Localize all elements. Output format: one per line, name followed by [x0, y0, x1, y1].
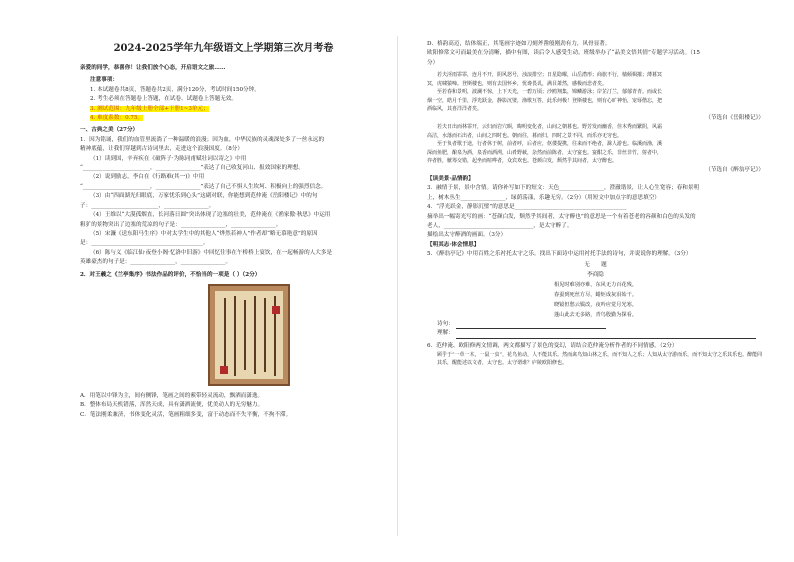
- q6-prompt: 6．范仲淹、欧阳修两文情调，两文都描写了景色的变幻，请结合范仲淹分析作者的不同情感。（2分）: [427, 342, 678, 349]
- q6-text: 顾乎于“一草一木，一鼠一虫”，花鸟鱼动，人不能其乐。然而禽鸟知山林之乐，而不知人之乐；人知从太守游而乐，而不知太守之乐其乐也。醉能同其乐，醒能述以文者，太守也。太守谓谁？庐陵欧阳修也。: [437, 351, 763, 367]
- answer-understanding-row: [427, 329, 764, 338]
- source-1: （节选自《岳阳楼记》）: [705, 114, 764, 121]
- passage-1-line: 烟一空，皓月千里，浮光跃金，静影沉璧，渔歌互答，此乐何极！登斯楼也，则有心旷神怡，宠辱偕忘，把: [427, 97, 663, 104]
- passage-2-line: 若夫日出而林霏开，云归而岩穴暝，晦明变化者，山间之朝暮也。野芳发而幽香，佳木秀而繁阴，风霜: [437, 124, 663, 131]
- poem-line: 晓镜但愁云鬓改，夜吟应觉月光寒。: [553, 301, 637, 308]
- q3-intro: 分）: [427, 59, 439, 66]
- page-title: 2024-2025学年九年级语文上学期第三次月考卷: [113, 43, 334, 54]
- q5-prompt: 5．《醉翁亭记》中用百姓之乐衬托太守之乐。找出下面诗中运用衬托手法的诗句，并说说你的理解。（3分）: [427, 251, 692, 258]
- option-b: B．整体布局天机错落，浑然天成，具有潇洒流便，优美动人的无穷魅力。: [80, 402, 264, 409]
- notice-heading: 注意事项：: [90, 77, 118, 84]
- poem-line: 春蚕到死丝方尽，蜡炬成灰泪始干。: [553, 291, 637, 298]
- q1-line: （1）读到国，辛弃疾在《破阵子·为陈同甫赋壮词以寄之》中用: [90, 155, 247, 162]
- q1-line: 精神底蕴，让我们穿越到古诗词里去，走进这个浪漫国度。（8分）: [80, 146, 243, 153]
- q4-line: 老人，________________________________，是太守醉了。: [427, 223, 573, 230]
- passage-2-line: 至于负者歌于途，行者休于树，前者呼，后者应，伛偻提携，往来而不绝者，滁人游也。临溪而渔，溪: [437, 141, 663, 148]
- note-3: 3. 测试范围：九年级上册全部+下册1~3单元；: [90, 105, 209, 112]
- q4-prompt: 4．“浮光跃金，静影沉璧”的意思是________________________________________: [427, 204, 627, 211]
- passage-1-line: 冥，虎啸猿啼。登斯楼也，则有去国怀乡，忧谗畏讥，满目萧然，感极而悲者矣。: [427, 80, 608, 87]
- passage-1-line: 至若春和景明，波澜不惊，上下天光，一碧万顷；沙鸥翔集，锦鳞游泳；岸芷汀兰，郁郁青青。而或长: [437, 89, 663, 96]
- passage-1-line: 酒临风，其喜洋洋者矣。: [427, 106, 483, 113]
- q3-line: 上，树木丛生________________，绿荫荡漾，乐趣无穷。（2分）（用短文中加点字的意思填空）: [427, 194, 660, 201]
- q1-line: 粗犷的景物突出了边塞的荒凉的句子是：________________，________________。: [80, 221, 282, 228]
- q1-line: 英雄豪杰的句子是：________________，________________。: [80, 259, 232, 266]
- passage-2-line: 弈者胜，觥筹交错，起坐而喧哗者，众宾欢也。苍颜白发，颓然乎其间者，太守醉也。: [427, 158, 618, 165]
- q1-line: （6）陈与义《临江仙·夜登小阁·忆洛中旧游》中回忆往事在午桥桥上宴饮，在一起畅游的人大多是: [90, 249, 333, 256]
- option-c: C．笔法刚柔兼济，书体变化灵活，笔画粗细多变，富于动态而不失平衡，不拘不滞。: [80, 411, 292, 418]
- motto: 亲爱的同学，恭喜你！让我们放个心态，开启语文之旅……: [80, 65, 226, 71]
- q1-line: （4）王维以“大漠孤烟直，长河落日圆”突出体现了边塞的壮美，范仲淹在《渔家傲·秋思》中运用: [90, 212, 331, 219]
- poem-title: 无 题: [584, 261, 607, 268]
- answer-verse-label: 诗句：: [437, 320, 454, 327]
- q1-line: “________________________，________________”表达了自己收复河山、报效国家的理想。: [80, 165, 304, 172]
- task-2-heading: 【明其志·体会情思】: [427, 241, 480, 248]
- q1-line: （2）说到励志，李白在《行路难(其一)》中用: [90, 174, 205, 181]
- poem-line: 蓬山此去无多路，青鸟殷勤为探看。: [553, 311, 637, 318]
- calligraphy-image: [208, 284, 290, 386]
- note-2: 2. 考生必须在答题卷上答题，在试卷、试题卷上答题无效。: [90, 96, 237, 103]
- answer-verse-field[interactable]: [456, 322, 606, 329]
- right-column: [397, 0, 794, 562]
- note-1: 1. 本试题卷共8页，答题卷共2页，满分120分，考试时间150分钟。: [90, 86, 260, 93]
- q1-line: （5）宋濂《送东阳马生序》中对太学生中的其他人“烨然若神人”作者却“略无慕艳意”的原因: [90, 230, 318, 237]
- q2-prompt: 2．对王羲之《兰亭集序》书法作品的评价，不恰当的一项是（ ）（2分）: [80, 271, 261, 278]
- passage-1-line: 若夫淫雨霏霏，连月不开，阴风怒号，浊浪排空；日星隐曜，山岳潜形；商旅不行，樯倾楫摧；薄暮冥: [437, 72, 663, 79]
- q3-line: 3．融情于景，景中含情。请你补写如下的短文：天色________________，澄澈谐景，让人心生宽容；春和景明: [427, 185, 700, 192]
- q1-line: 子：________________________，________________。: [80, 202, 215, 209]
- q4-line: 描绘出太守醉酒的画面。（3分）: [427, 232, 507, 239]
- q4-line: 摘举出一幅寄光写的画：“苍颜白发，颓然乎其间者，太守醉也”的意思是一个有着苍老的容颜和白色的头发的: [427, 213, 696, 220]
- answer-understanding-field[interactable]: [456, 332, 756, 339]
- passage-2-line: 高洁，水落而石出者，山间之四时也。朝而往，暮而归，四时之景不同，而乐亦无穷也。: [427, 132, 623, 139]
- note-4: 4. 难度系数：0.75。: [90, 115, 144, 122]
- option-d: D．格韵高迈，结体端正，其笔画字迹如刀刻斧凿般刚劲有力，风骨显著。: [427, 41, 611, 47]
- q3-intro: 欧阳修常文可而最美在分清晰，描中有图，读后令人感受生动。班级举办了“品美文悟其情”专题学习活动。（15: [427, 50, 700, 57]
- source-2: （节选自《醉翁亭记》）: [705, 166, 764, 173]
- task-heading: 【读美景·品情韵】: [427, 176, 474, 183]
- q1-line: “________________________，________________”表达了自己不惧人生坎坷、积极向上的强烈信念。: [80, 183, 327, 190]
- section-1-heading: 一、古典之美（27分）: [80, 127, 139, 134]
- passage-2-line: 深而鱼肥，酿泉为酒，泉香而酒洌，山肴野蔌，杂然而前陈者，太守宴也。宴酣之乐，非丝非竹，射者中，: [427, 149, 663, 156]
- q1-line: 是：________________________________________。: [80, 240, 209, 247]
- q1-line: 1．因为铭诵，我们的血管里流淌了一种温暖的浪漫；因为血，中华民族的灵魂深处多了一丝永远的: [80, 136, 325, 143]
- poem-line: 相见时难别亦难，东风无力百花残。: [553, 281, 637, 288]
- answer-understanding-label: 理解：: [437, 330, 454, 337]
- option-a: A．用笔以中锋为主，间有侧锋，笔画之间的萦带轻灵流动，飘洒而潇逸。: [80, 392, 264, 399]
- answer-verse-row: [427, 320, 764, 329]
- poem-author: 李商隐: [587, 271, 604, 278]
- q1-line: （3）由“四面湖光归眼底，万家忧乐到心头”这副对联，你能想到范仲淹《岳阳楼记》中的句: [90, 193, 318, 200]
